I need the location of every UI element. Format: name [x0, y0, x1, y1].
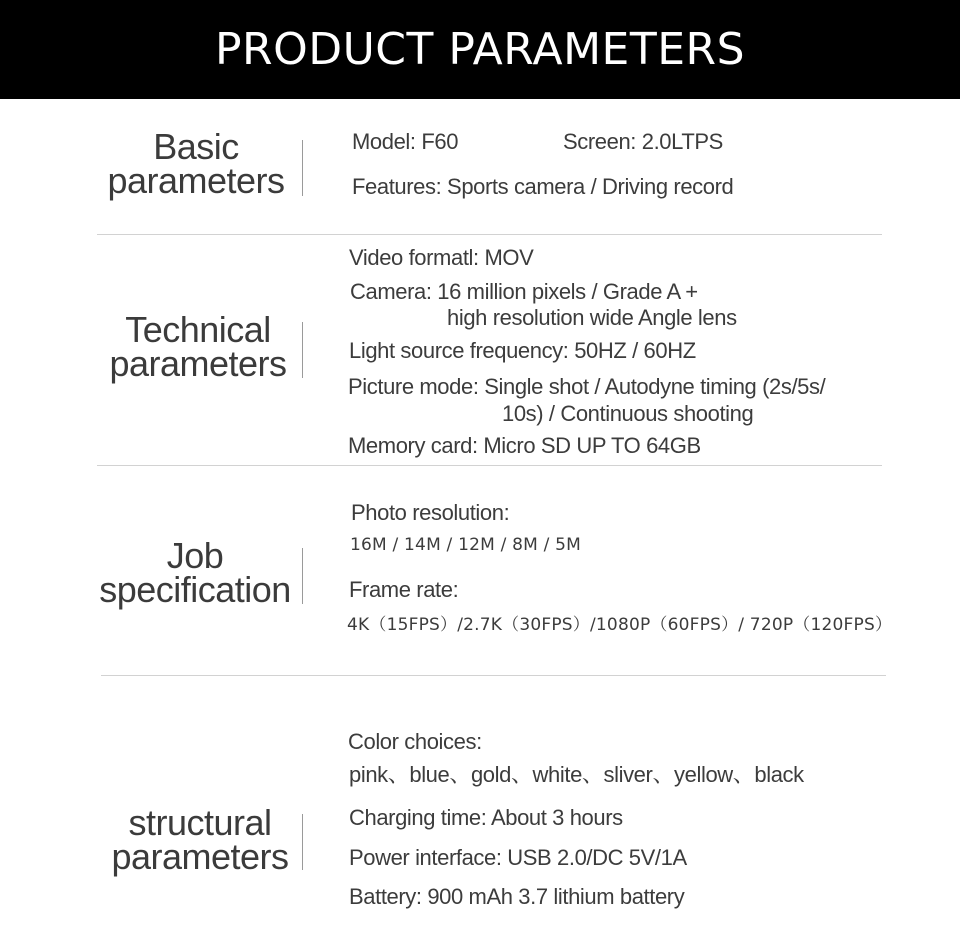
structural-section-title	[100, 802, 300, 877]
technical-title-line2: parameters	[109, 343, 287, 384]
color-choices-label: Color choices:	[348, 729, 482, 754]
model-value: Model: F60	[352, 129, 459, 154]
frame-rate-values: 4K（15FPS）/2.7K（30FPS）/1080P（60FPS）/ 720P（120FPS）	[347, 615, 893, 635]
page-header	[0, 0, 960, 99]
picture-mode-line2: 10s) / Continuous shooting	[502, 401, 754, 426]
technical-title-line1: Technical	[125, 309, 271, 350]
job-title-line1: Job	[166, 535, 224, 576]
camera-value-line1: Camera: 16 million pixels / Grade A +	[350, 279, 698, 304]
basic-divider	[302, 140, 303, 196]
section-separator	[97, 465, 882, 466]
basic-title-line1: Basic	[153, 126, 239, 167]
picture-mode-line1: Picture mode: Single shot / Autodyne timing (2s/5s/	[348, 374, 826, 399]
photo-resolution-label: Photo resolution:	[351, 500, 510, 525]
color-choices-values: pink、blue、gold、white、sliver、yellow、black	[349, 762, 804, 787]
technical-section-title	[98, 309, 298, 384]
frame-rate-label: Frame rate:	[349, 577, 459, 602]
job-title-line2: specification	[99, 569, 291, 610]
section-separator	[101, 675, 886, 676]
battery-value: Battery: 900 mAh 3.7 lithium battery	[349, 884, 685, 909]
structural-divider	[302, 814, 303, 870]
video-format-value: Video formatl: MOV	[349, 245, 534, 270]
job-section-title	[92, 535, 298, 610]
job-divider	[302, 548, 303, 604]
memory-card-value: Memory card: Micro SD UP TO 64GB	[348, 433, 701, 458]
structural-title-line1: structural	[128, 802, 272, 843]
page-title: PRODUCT PARAMETERS	[214, 24, 746, 75]
features-value: Features: Sports camera / Driving record	[352, 174, 734, 199]
screen-value: Screen: 2.0LTPS	[563, 129, 723, 154]
camera-value-line2: high resolution wide Angle lens	[447, 305, 737, 330]
basic-title-line2: parameters	[107, 160, 285, 201]
section-separator	[97, 234, 882, 235]
charging-time-value: Charging time: About 3 hours	[349, 805, 623, 830]
power-interface-value: Power interface: USB 2.0/DC 5V/1A	[349, 845, 687, 870]
structural-title-line2: parameters	[111, 836, 289, 877]
photo-resolution-values: 16M / 14M / 12M / 8M / 5M	[350, 535, 582, 555]
light-source-value: Light source frequency: 50HZ / 60HZ	[349, 338, 696, 363]
technical-divider	[302, 322, 303, 378]
basic-section-title	[98, 126, 294, 201]
